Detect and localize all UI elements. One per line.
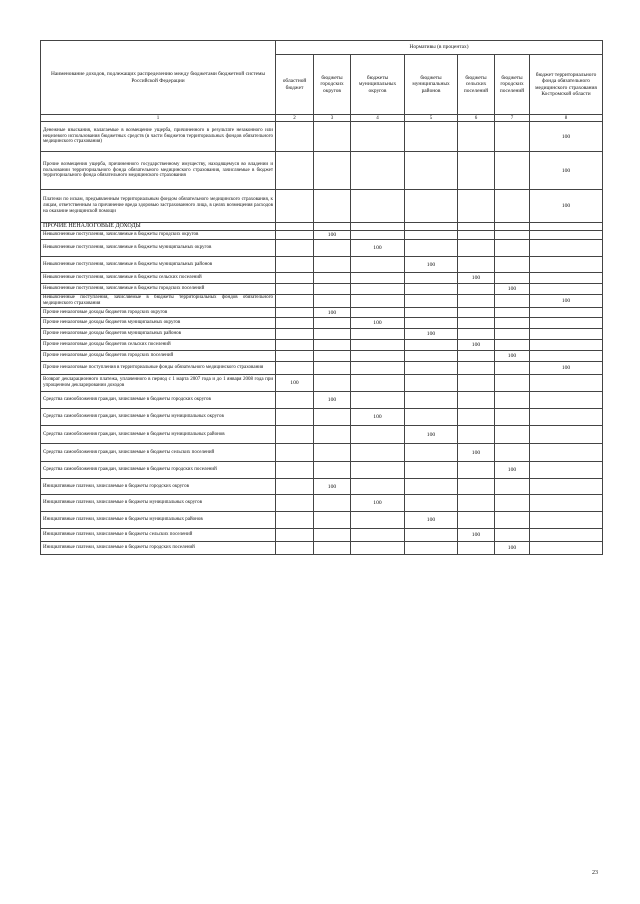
normative-value: [276, 362, 314, 375]
normative-value: [458, 284, 495, 295]
normative-value: [351, 257, 405, 273]
normative-value: [458, 426, 495, 444]
normative-value: [530, 329, 603, 340]
normative-value: [314, 295, 351, 308]
normative-value: [530, 542, 603, 555]
revenue-name: Невыясненные поступления, зачисляемые в бюджеты муниципальных округов: [41, 240, 276, 257]
table-row: [41, 392, 603, 409]
normative-value: [405, 392, 458, 409]
normative-value: [351, 392, 405, 409]
normative-value: 100: [405, 257, 458, 273]
table-row: [41, 284, 603, 295]
normative-value: [458, 329, 495, 340]
normative-value: [314, 512, 351, 529]
normative-value: [405, 542, 458, 555]
normative-value: [314, 409, 351, 426]
normative-value: [276, 444, 314, 462]
normative-value: [405, 529, 458, 542]
table-row: [41, 462, 603, 479]
normative-value: [458, 152, 495, 190]
table-row: [41, 240, 603, 257]
normative-value: [405, 318, 458, 329]
normative-value: [314, 318, 351, 329]
normative-value: [495, 512, 530, 529]
normative-value: [458, 351, 495, 362]
normative-value: [458, 190, 495, 223]
page-number: 23: [592, 870, 598, 876]
normative-value: [276, 426, 314, 444]
normative-value: 100: [458, 340, 495, 351]
column-number: 3: [314, 115, 351, 122]
normative-value: [495, 231, 530, 240]
normative-value: [530, 318, 603, 329]
normative-value: [276, 240, 314, 257]
revenue-name-header: Наименование доходов, подлежащих распределению между бюджетами бюджетной системы Российской Федерации: [41, 41, 276, 115]
normative-value: [495, 409, 530, 426]
column-header: бюджеты городских округов: [314, 55, 351, 115]
normative-value: 100: [530, 295, 603, 308]
revenue-name: Прочие неналоговые доходы бюджетов городских поселений: [41, 351, 276, 362]
normative-value: 100: [530, 152, 603, 190]
normative-value: [405, 152, 458, 190]
normative-value: [405, 495, 458, 512]
normative-value: [314, 375, 351, 392]
normative-value: [276, 340, 314, 351]
revenue-name: Невыясненные поступления, зачисляемые в бюджеты городских поселений: [41, 284, 276, 295]
normative-value: 100: [495, 351, 530, 362]
normative-value: [405, 223, 458, 231]
normative-value: [276, 479, 314, 495]
normative-value: [314, 329, 351, 340]
normative-value: [314, 122, 351, 152]
table-row: [41, 479, 603, 495]
normative-value: 100: [530, 122, 603, 152]
normative-value: 100: [314, 479, 351, 495]
normative-value: [495, 152, 530, 190]
normative-value: [458, 362, 495, 375]
normative-value: [405, 231, 458, 240]
normative-value: [276, 122, 314, 152]
normative-value: [458, 512, 495, 529]
table-row: [41, 512, 603, 529]
normative-value: [405, 444, 458, 462]
normative-value: 100: [351, 409, 405, 426]
normative-value: [405, 409, 458, 426]
normative-value: 100: [351, 495, 405, 512]
normative-value: [458, 542, 495, 555]
normative-value: [314, 462, 351, 479]
normative-value: [495, 190, 530, 223]
revenue-name: Невыясненные поступления, зачисляемые в бюджеты сельских поселений: [41, 273, 276, 284]
normative-value: [276, 273, 314, 284]
normative-value: [276, 512, 314, 529]
normative-value: [458, 122, 495, 152]
column-number: 8: [530, 115, 603, 122]
normative-value: [495, 329, 530, 340]
normative-value: [351, 190, 405, 223]
revenue-name: Платежи по искам, предъявленным территориальным фондом обязательного медицинского страхования, к лицам, ответственным за причинение вреда здоровью застрахованного лица, в целях возмещения расходов на оказание медицинской помощи: [41, 190, 276, 223]
column-header: областной бюджет: [276, 55, 314, 115]
normative-value: [495, 529, 530, 542]
normative-value: [351, 340, 405, 351]
revenue-name: Средства самообложения граждан, зачисляемые в бюджеты муниципальных округов: [41, 409, 276, 426]
normative-value: [530, 444, 603, 462]
section-row: [41, 223, 603, 231]
normative-value: [458, 231, 495, 240]
column-number: 7: [495, 115, 530, 122]
normative-value: [530, 273, 603, 284]
normative-value: [530, 284, 603, 295]
table-row: [41, 426, 603, 444]
revenue-name: Средства самообложения граждан, зачисляемые в бюджеты городских округов: [41, 392, 276, 409]
revenue-name: Инициативные платежи, зачисляемые в бюджеты городских округов: [41, 479, 276, 495]
section-heading: ПРОЧИЕ НЕНАЛОГОВЫЕ ДОХОДЫ: [41, 223, 276, 231]
table-row: [41, 152, 603, 190]
normative-value: [351, 362, 405, 375]
table-row: [41, 190, 603, 223]
table-row: [41, 329, 603, 340]
normative-value: [530, 426, 603, 444]
normative-value: [458, 240, 495, 257]
table-row: [41, 375, 603, 392]
revenue-name: Инициативные платежи, зачисляемые в бюджеты городских поселений: [41, 542, 276, 555]
revenue-name: Возврат декларационного платежа, уплаченного в период с 1 марта 2007 года и до 1 января 2008 года при упрощенном декларировании доходов: [41, 375, 276, 392]
normative-value: [276, 351, 314, 362]
normative-value: [495, 479, 530, 495]
normative-value: [495, 375, 530, 392]
normative-value: [405, 351, 458, 362]
revenue-name: Инициативные платежи, зачисляемые в бюджеты муниципальных округов: [41, 495, 276, 512]
revenue-name: Средства самообложения граждан, зачисляемые в бюджеты муниципальных районов: [41, 426, 276, 444]
table-row: [41, 495, 603, 512]
normative-value: [276, 284, 314, 295]
revenue-name: Прочие неналоговые доходы бюджетов муниципальных округов: [41, 318, 276, 329]
normative-value: [276, 409, 314, 426]
normative-value: [530, 240, 603, 257]
normative-value: [495, 318, 530, 329]
normative-value: [495, 495, 530, 512]
normative-value: 100: [405, 512, 458, 529]
normative-value: [458, 295, 495, 308]
normative-value: 100: [314, 231, 351, 240]
normative-value: [405, 295, 458, 308]
normative-value: [530, 512, 603, 529]
normative-value: [458, 308, 495, 318]
table-row: [41, 542, 603, 555]
column-header: бюджеты сельских поселений: [458, 55, 495, 115]
table-row: [41, 340, 603, 351]
normative-value: 100: [276, 375, 314, 392]
normative-value: [530, 529, 603, 542]
normative-value: [351, 329, 405, 340]
normative-value: [495, 426, 530, 444]
normative-value: [458, 495, 495, 512]
normative-value: [405, 362, 458, 375]
normative-value: [276, 392, 314, 409]
normative-value: [530, 223, 603, 231]
normative-value: [405, 479, 458, 495]
normative-value: [314, 257, 351, 273]
normative-value: [276, 295, 314, 308]
revenue-name: Инициативные платежи, зачисляемые в бюджеты муниципальных районов: [41, 512, 276, 529]
table-row: [41, 273, 603, 284]
normative-value: [351, 273, 405, 284]
revenue-name: Средства самообложения граждан, зачисляемые в бюджеты городских поселений: [41, 462, 276, 479]
normative-value: [495, 295, 530, 308]
normative-value: [530, 479, 603, 495]
normative-value: [314, 273, 351, 284]
normative-value: [530, 495, 603, 512]
table-row: [41, 362, 603, 375]
normative-value: [276, 495, 314, 512]
normative-value: [495, 308, 530, 318]
normative-value: [458, 392, 495, 409]
normative-value: [351, 426, 405, 444]
normative-value: [405, 273, 458, 284]
normative-value: [351, 284, 405, 295]
normatives-group-header: Нормативы (в процентах): [276, 41, 603, 55]
normative-value: [405, 122, 458, 152]
revenue-name: Невыясненные поступления, зачисляемые в бюджеты муниципальных районов: [41, 257, 276, 273]
revenue-name: Прочие неналоговые доходы бюджетов городских округов: [41, 308, 276, 318]
normative-value: [351, 295, 405, 308]
normative-value: [276, 257, 314, 273]
table-row: [41, 351, 603, 362]
normative-value: [495, 273, 530, 284]
normative-value: [458, 462, 495, 479]
normative-value: [276, 318, 314, 329]
normative-value: [495, 257, 530, 273]
normative-value: [495, 223, 530, 231]
normative-value: [314, 152, 351, 190]
normative-value: [495, 362, 530, 375]
revenue-name: Средства самообложения граждан, зачисляемые в бюджеты сельских поселений: [41, 444, 276, 462]
table-row: [41, 529, 603, 542]
normative-value: [276, 542, 314, 555]
normative-value: [314, 426, 351, 444]
table-row: [41, 318, 603, 329]
table-body: [41, 122, 603, 555]
normative-value: [314, 340, 351, 351]
revenue-name: Прочие неналоговые поступления в территориальные фонды обязательного медицинского страхования: [41, 362, 276, 375]
normative-value: [405, 240, 458, 257]
normative-value: [276, 329, 314, 340]
normative-value: [495, 340, 530, 351]
normative-value: [530, 231, 603, 240]
table-row: [41, 122, 603, 152]
normative-value: [405, 375, 458, 392]
normative-value: [495, 444, 530, 462]
revenue-name: Прочие неналоговые доходы бюджетов сельских поселений: [41, 340, 276, 351]
column-number: 1: [41, 115, 276, 122]
normative-value: [458, 375, 495, 392]
normative-value: [351, 152, 405, 190]
table-row: [41, 295, 603, 308]
normative-value: 100: [314, 308, 351, 318]
revenue-name: Прочие неналоговые доходы бюджетов муниципальных районов: [41, 329, 276, 340]
normative-value: [314, 223, 351, 231]
normative-value: [314, 444, 351, 462]
normative-value: [405, 308, 458, 318]
normative-value: 100: [458, 529, 495, 542]
column-header: бюджеты муниципальных округов: [351, 55, 405, 115]
revenue-name: Денежные взыскания, налагаемые в возмещение ущерба, причиненного в результате незаконного или нецелевого использования бюджетных средств (в части бюджетов территориальных фондов обязательного медицинского страхования): [41, 122, 276, 152]
normative-value: [276, 231, 314, 240]
column-header: бюджеты муниципальных районов: [405, 55, 458, 115]
revenue-name: Инициативные платежи, зачисляемые в бюджеты сельских поселений: [41, 529, 276, 542]
normative-value: [276, 529, 314, 542]
normative-value: 100: [405, 426, 458, 444]
normative-value: [351, 223, 405, 231]
normative-value: 100: [530, 190, 603, 223]
normative-value: 100: [495, 284, 530, 295]
normative-value: [405, 284, 458, 295]
normative-value: [495, 392, 530, 409]
normative-value: [351, 122, 405, 152]
normative-value: [276, 152, 314, 190]
normative-value: [351, 444, 405, 462]
normative-value: [314, 351, 351, 362]
normative-value: [405, 462, 458, 479]
normative-value: 100: [530, 362, 603, 375]
normative-value: [405, 190, 458, 223]
normative-value: [530, 392, 603, 409]
normative-value: [276, 462, 314, 479]
normative-value: 100: [314, 392, 351, 409]
normative-value: [314, 542, 351, 555]
normative-value: 100: [351, 240, 405, 257]
normative-value: [314, 284, 351, 295]
normative-value: [530, 257, 603, 273]
normative-value: [530, 340, 603, 351]
normative-value: [314, 495, 351, 512]
normative-value: 100: [351, 318, 405, 329]
normative-value: [495, 122, 530, 152]
table-row: [41, 257, 603, 273]
normative-value: [351, 529, 405, 542]
normative-value: [276, 190, 314, 223]
normative-value: [314, 529, 351, 542]
normative-value: [314, 240, 351, 257]
normative-value: [405, 340, 458, 351]
normative-value: [458, 257, 495, 273]
normative-value: [530, 375, 603, 392]
normative-value: [351, 231, 405, 240]
normative-value: [276, 223, 314, 231]
normative-value: [530, 409, 603, 426]
normative-value: [276, 308, 314, 318]
normative-value: [530, 351, 603, 362]
normative-value: [351, 308, 405, 318]
normative-value: [530, 462, 603, 479]
normative-value: [351, 542, 405, 555]
column-number: 2: [276, 115, 314, 122]
normative-value: 100: [495, 462, 530, 479]
table-row: [41, 444, 603, 462]
normative-value: [495, 240, 530, 257]
normative-value: [458, 409, 495, 426]
normative-value: [314, 190, 351, 223]
revenue-name: Прочие возмещения ущерба, причиненного государственному имуществу, находящемуся во владении и пользовании территориального фонда обязательного медицинского страхования, зачисляемые в бюджет территориального фонда обязательного медицинского страхования: [41, 152, 276, 190]
table-row: [41, 231, 603, 240]
table-row: [41, 409, 603, 426]
normative-value: 100: [458, 273, 495, 284]
normative-value: [351, 479, 405, 495]
column-header: бюджет территориального фонда обязательного медицинского страхования Костромской области: [530, 55, 603, 115]
column-number: 6: [458, 115, 495, 122]
column-number: 4: [351, 115, 405, 122]
normative-value: [351, 462, 405, 479]
table-row: [41, 308, 603, 318]
normative-value: [351, 512, 405, 529]
normative-value: [458, 223, 495, 231]
normative-value: [314, 362, 351, 375]
revenue-name: Невыясненные поступления, зачисляемые в бюджеты территориальных фондов обязательного медицинского страхования: [41, 295, 276, 308]
revenue-name: Невыясненные поступления, зачисляемые в бюджеты городских округов: [41, 231, 276, 240]
normative-value: [458, 318, 495, 329]
revenue-normatives-table: [40, 40, 603, 555]
normative-value: 100: [458, 444, 495, 462]
normative-value: 100: [495, 542, 530, 555]
column-number: 5: [405, 115, 458, 122]
column-header: бюджеты городских поселений: [495, 55, 530, 115]
normative-value: 100: [405, 329, 458, 340]
normative-value: [530, 308, 603, 318]
normative-value: [351, 375, 405, 392]
normative-value: [351, 351, 405, 362]
normative-value: [458, 479, 495, 495]
